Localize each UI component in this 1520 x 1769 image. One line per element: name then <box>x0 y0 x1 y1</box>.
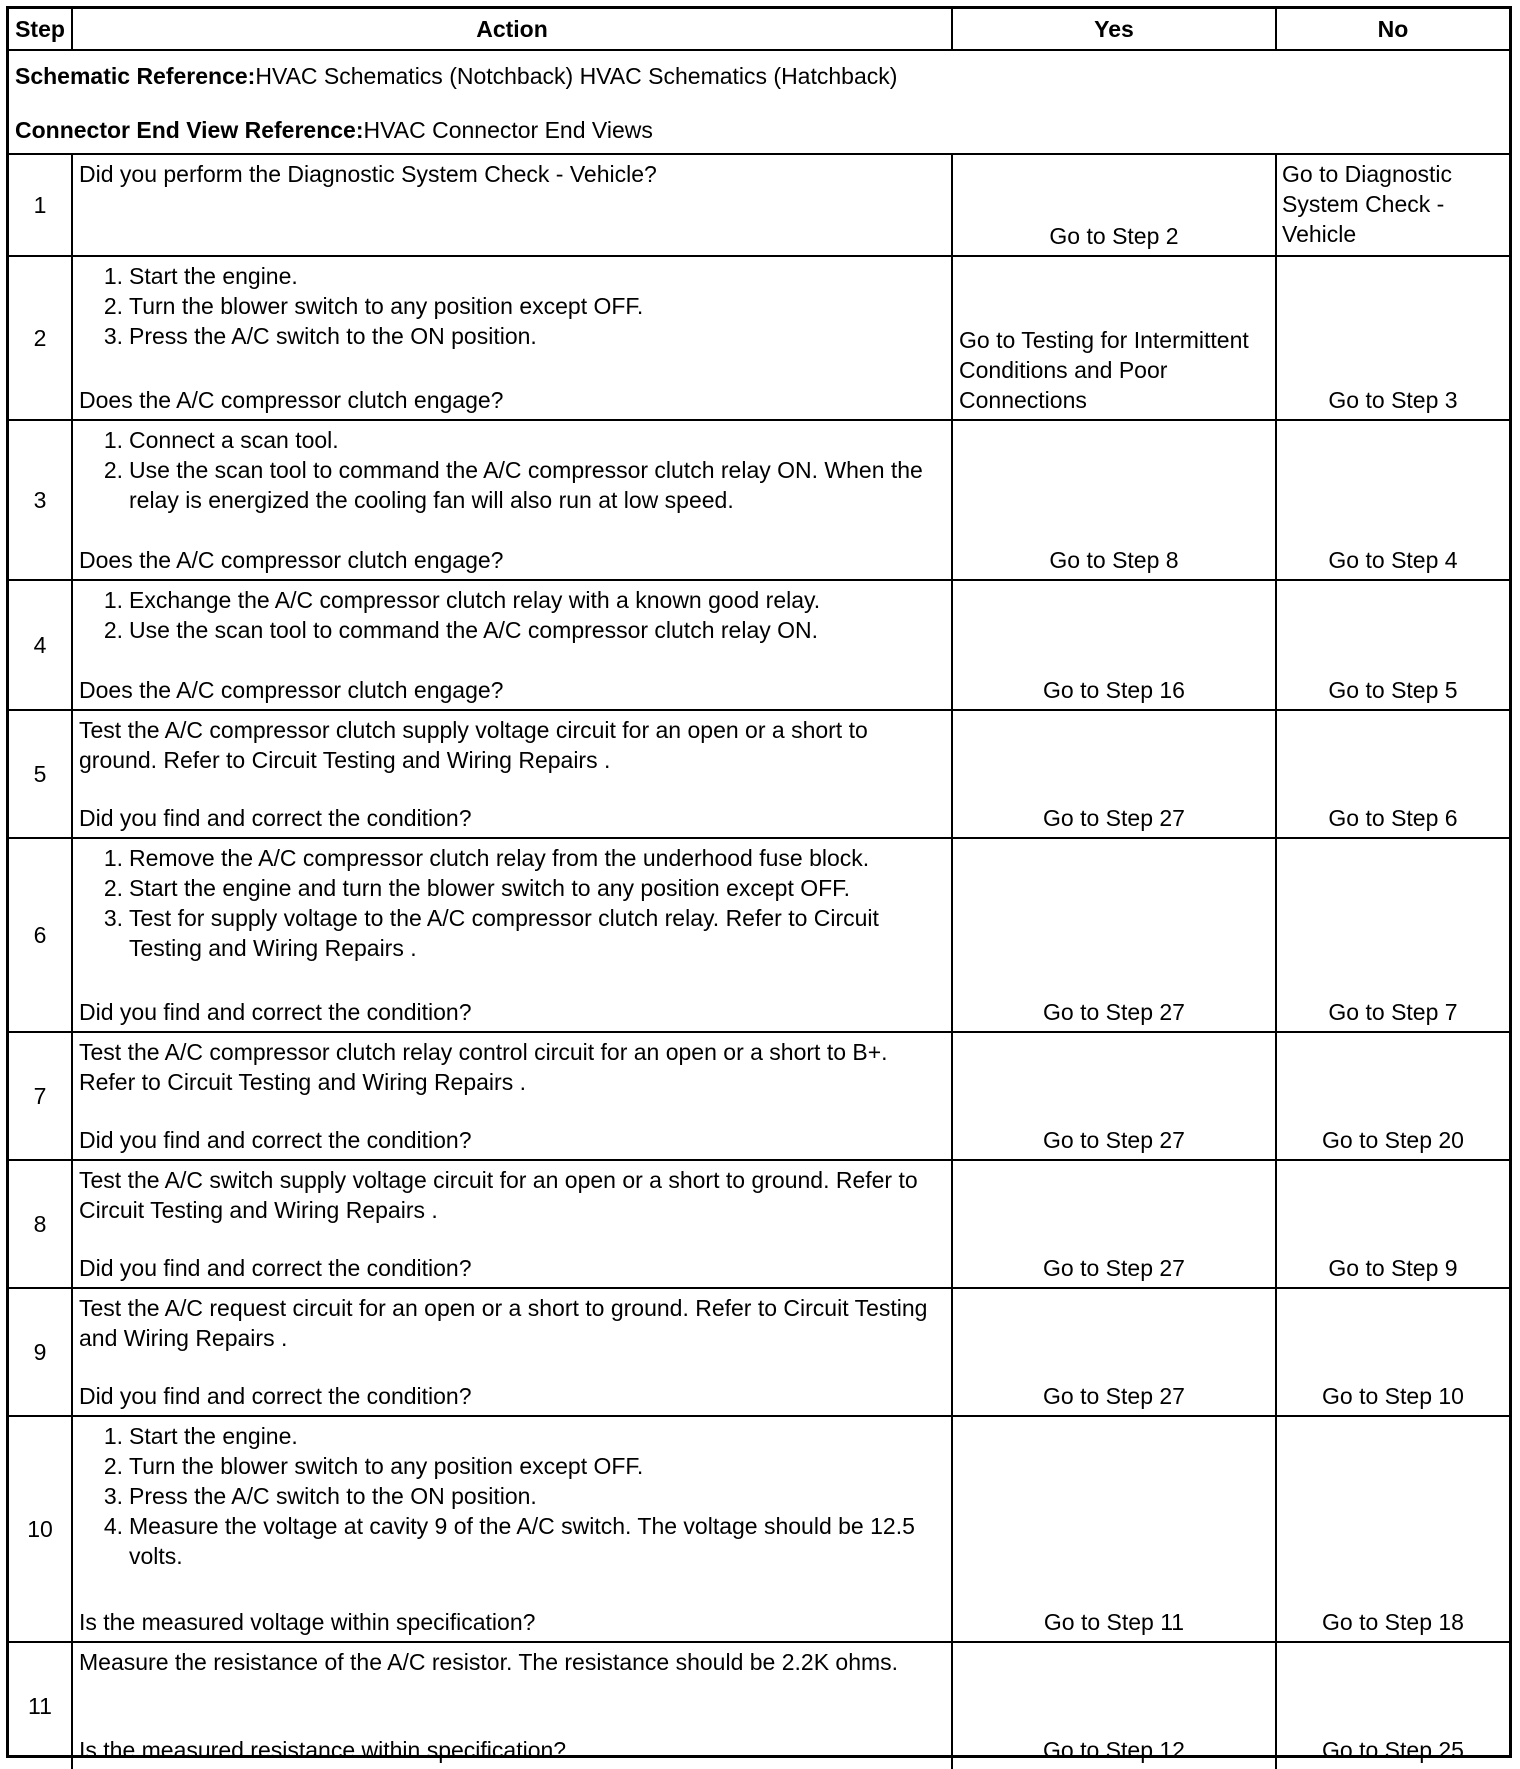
action-cell <box>73 1033 953 1159</box>
yes-cell <box>953 1289 1277 1415</box>
action-list-item <box>79 455 945 515</box>
step-cell <box>9 839 73 1031</box>
table-row <box>9 1289 1509 1417</box>
action-list-item <box>79 321 945 351</box>
action-list-item <box>79 1481 945 1511</box>
step-number: 7 <box>33 1083 47 1109</box>
action-text: Did you perform the Diagnostic System Check - Vehicle? <box>79 161 657 187</box>
table-row <box>9 1033 1509 1161</box>
no-link[interactable]: Go to Step 6 <box>1328 805 1458 831</box>
no-cell <box>1277 1161 1509 1287</box>
step-number: 1 <box>33 192 47 218</box>
no-cell <box>1277 155 1509 255</box>
no-cell <box>1277 1417 1509 1641</box>
action-list-item <box>79 1451 945 1481</box>
step-number: 6 <box>33 922 47 948</box>
action-list-item <box>79 1421 945 1451</box>
list-item-text: Turn the blower switch to any position except OFF. <box>129 1453 644 1479</box>
list-item-number: 1. <box>103 587 123 613</box>
yes-cell <box>953 839 1277 1031</box>
table-row <box>9 155 1509 257</box>
no-link[interactable]: Go to Step 10 <box>1322 1383 1464 1409</box>
list-item-text: Start the engine. <box>129 263 298 289</box>
action-cell <box>73 257 953 419</box>
step-cell <box>9 581 73 709</box>
step-number: 9 <box>33 1339 47 1365</box>
list-item-number: 1. <box>103 1423 123 1449</box>
action-question: Did you find and correct the condition? <box>79 805 472 831</box>
schematic-reference-label: Schematic Reference: <box>15 63 256 89</box>
action-cell <box>73 155 953 255</box>
list-item-text: Connect a scan tool. <box>129 427 339 453</box>
no-link[interactable]: Go to Step 20 <box>1322 1127 1464 1153</box>
action-question: Did you find and correct the condition? <box>79 1383 472 1409</box>
header-action: Action <box>73 9 953 49</box>
no-link[interactable]: Go to Diagnostic System Check - Vehicle <box>1282 161 1453 247</box>
action-cell <box>73 1289 953 1415</box>
step-cell <box>9 1033 73 1159</box>
no-link[interactable]: Go to Step 7 <box>1328 999 1458 1025</box>
list-item-number: 3. <box>103 323 123 349</box>
no-link[interactable]: Go to Step 18 <box>1322 1609 1464 1635</box>
table-row <box>9 711 1509 839</box>
action-list-item <box>79 291 945 321</box>
yes-cell <box>953 421 1277 579</box>
yes-cell <box>953 1643 1277 1769</box>
step-cell <box>9 155 73 255</box>
no-cell <box>1277 1033 1509 1159</box>
no-link[interactable]: Go to Step 4 <box>1328 547 1458 573</box>
no-cell <box>1277 421 1509 579</box>
action-cell <box>73 421 953 579</box>
header-yes: Yes <box>953 9 1277 49</box>
list-item-number: 3. <box>103 1483 123 1509</box>
list-item-text: Start the engine and turn the blower switch to any position except OFF. <box>129 875 851 901</box>
action-cell <box>73 1417 953 1641</box>
table-row <box>9 1161 1509 1289</box>
table-row <box>9 1417 1509 1643</box>
table-row <box>9 581 1509 711</box>
list-item-text: Remove the A/C compressor clutch relay from the underhood fuse block. <box>129 845 870 871</box>
list-item-text: Use the scan tool to command the A/C compressor clutch relay ON. When the relay is energized the cooling fan will also run at low speed. <box>129 457 923 513</box>
step-cell <box>9 1289 73 1415</box>
step-cell <box>9 421 73 579</box>
list-item-text: Press the A/C switch to the ON position. <box>129 1483 537 1509</box>
no-link[interactable]: Go to Step 5 <box>1328 677 1458 703</box>
action-list-item <box>79 873 945 903</box>
list-item-number: 4. <box>103 1513 123 1539</box>
header-no: No <box>1377 16 1409 42</box>
action-question: Is the measured resistance within specification? <box>79 1737 567 1763</box>
action-list-item <box>79 1511 945 1571</box>
step-cell <box>9 1417 73 1641</box>
table-row <box>9 257 1509 421</box>
action-text: Test the A/C compressor clutch relay control circuit for an open or a short to B+. Refer to Circuit Testing and Wiring Repairs . <box>79 1039 888 1095</box>
schematic-reference-link[interactable]: HVAC Schematics (Notchback) HVAC Schematics (Hatchback) <box>255 63 898 89</box>
step-number: 5 <box>33 761 47 787</box>
step-cell <box>9 1161 73 1287</box>
step-number: 3 <box>33 487 47 513</box>
reference-row <box>9 51 1509 155</box>
yes-link[interactable]: Go to Step 27 <box>1043 999 1185 1025</box>
list-item-number: 1. <box>103 427 123 453</box>
list-item-text: Test for supply voltage to the A/C compressor clutch relay. Refer to Circuit Testing and Wiring Repairs . <box>129 905 879 961</box>
step-number: 8 <box>33 1211 47 1237</box>
action-question: Does the A/C compressor clutch engage? <box>79 547 504 573</box>
header-step: Step <box>9 9 73 49</box>
yes-link[interactable]: Go to Step 27 <box>1043 805 1185 831</box>
no-cell <box>1277 839 1509 1031</box>
no-link[interactable]: Go to Step 9 <box>1328 1255 1458 1281</box>
action-text: Measure the resistance of the A/C resistor. The resistance should be 2.2K ohms. <box>79 1649 899 1675</box>
action-cell <box>73 711 953 837</box>
schematic-reference <box>15 61 897 91</box>
list-item-text: Turn the blower switch to any position except OFF. <box>129 293 644 319</box>
yes-link[interactable]: Go to Step 2 <box>1049 223 1179 249</box>
yes-cell <box>953 1161 1277 1287</box>
list-item-number: 1. <box>103 263 123 289</box>
action-list-item <box>79 425 945 455</box>
yes-link[interactable]: Go to Step 8 <box>1049 547 1179 573</box>
list-item-text: Use the scan tool to command the A/C compressor clutch relay ON. <box>129 617 819 643</box>
yes-cell <box>953 257 1277 419</box>
no-link[interactable]: Go to Step 25 <box>1322 1737 1464 1763</box>
yes-link[interactable]: Go to Testing for Intermittent Conditions and Poor Connections <box>959 327 1249 413</box>
action-cell <box>73 581 953 709</box>
action-list-item <box>79 903 945 963</box>
step-number: 11 <box>28 1693 52 1719</box>
action-text: Test the A/C compressor clutch supply voltage circuit for an open or a short to ground. Refer to Circuit Testing and Wiring Repairs . <box>79 717 868 773</box>
connector-reference-link[interactable]: HVAC Connector End Views <box>363 117 653 143</box>
list-item-text: Exchange the A/C compressor clutch relay with a known good relay. <box>129 587 821 613</box>
no-cell <box>1277 1643 1509 1769</box>
action-question: Is the measured voltage within specification? <box>79 1609 536 1635</box>
action-cell <box>73 839 953 1031</box>
table-row <box>9 1643 1509 1769</box>
action-question: Does the A/C compressor clutch engage? <box>79 387 504 413</box>
step-cell <box>9 1643 73 1769</box>
action-question: Did you find and correct the condition? <box>79 1127 472 1153</box>
action-list <box>79 1421 945 1571</box>
list-item-text: Start the engine. <box>129 1423 298 1449</box>
diagnostic-table <box>6 6 1512 1763</box>
table-row <box>9 839 1509 1033</box>
action-list <box>79 585 945 645</box>
step-number: 10 <box>27 1516 53 1542</box>
connector-reference <box>15 115 653 145</box>
action-question: Did you find and correct the condition? <box>79 999 472 1025</box>
yes-cell <box>953 155 1277 255</box>
no-link[interactable]: Go to Step 3 <box>1328 387 1458 413</box>
yes-cell <box>953 581 1277 709</box>
no-cell <box>1277 711 1509 837</box>
list-item-text: Press the A/C switch to the ON position. <box>129 323 537 349</box>
action-list-item <box>79 615 945 645</box>
yes-cell <box>953 711 1277 837</box>
step-cell <box>9 257 73 419</box>
yes-cell <box>953 1417 1277 1641</box>
action-list-item <box>79 843 945 873</box>
list-item-number: 1. <box>103 845 123 871</box>
table-row <box>9 421 1509 581</box>
connector-reference-label: Connector End View Reference: <box>15 117 364 143</box>
action-question: Does the A/C compressor clutch engage? <box>79 677 504 703</box>
no-cell <box>1277 581 1509 709</box>
yes-cell <box>953 1033 1277 1159</box>
no-cell <box>1277 257 1509 419</box>
yes-link[interactable]: Go to Step 27 <box>1043 1127 1185 1153</box>
table-header <box>9 9 1509 51</box>
action-text: Test the A/C switch supply voltage circuit for an open or a short to ground. Refer to Circuit Testing and Wiring Repairs . <box>79 1167 918 1223</box>
action-list-item <box>79 585 945 615</box>
list-item-number: 2. <box>103 875 123 901</box>
list-item-number: 3. <box>103 905 123 931</box>
yes-link[interactable]: Go to Step 11 <box>1043 1609 1185 1635</box>
list-item-number: 2. <box>103 457 123 483</box>
yes-link[interactable]: Go to Step 16 <box>1043 677 1185 703</box>
action-list <box>79 425 945 515</box>
action-cell <box>73 1643 953 1769</box>
yes-link[interactable]: Go to Step 27 <box>1043 1383 1185 1409</box>
step-cell <box>9 711 73 837</box>
action-text: Test the A/C request circuit for an open or a short to ground. Refer to Circuit Testing and Wiring Repairs . <box>79 1295 928 1351</box>
no-cell <box>1277 1289 1509 1415</box>
step-number: 2 <box>33 325 47 351</box>
list-item-number: 2. <box>103 293 123 319</box>
action-list <box>79 261 945 351</box>
action-question: Did you find and correct the condition? <box>79 1255 472 1281</box>
action-list-item <box>79 261 945 291</box>
action-cell <box>73 1161 953 1287</box>
yes-link[interactable]: Go to Step 27 <box>1043 1255 1185 1281</box>
list-item-number: 2. <box>103 1453 123 1479</box>
step-number: 4 <box>33 632 47 658</box>
list-item-text: Measure the voltage at cavity 9 of the A/C switch. The voltage should be 12.5 volts. <box>129 1513 915 1569</box>
list-item-number: 2. <box>103 617 123 643</box>
yes-link[interactable]: Go to Step 12 <box>1043 1737 1185 1763</box>
action-list <box>79 843 945 963</box>
